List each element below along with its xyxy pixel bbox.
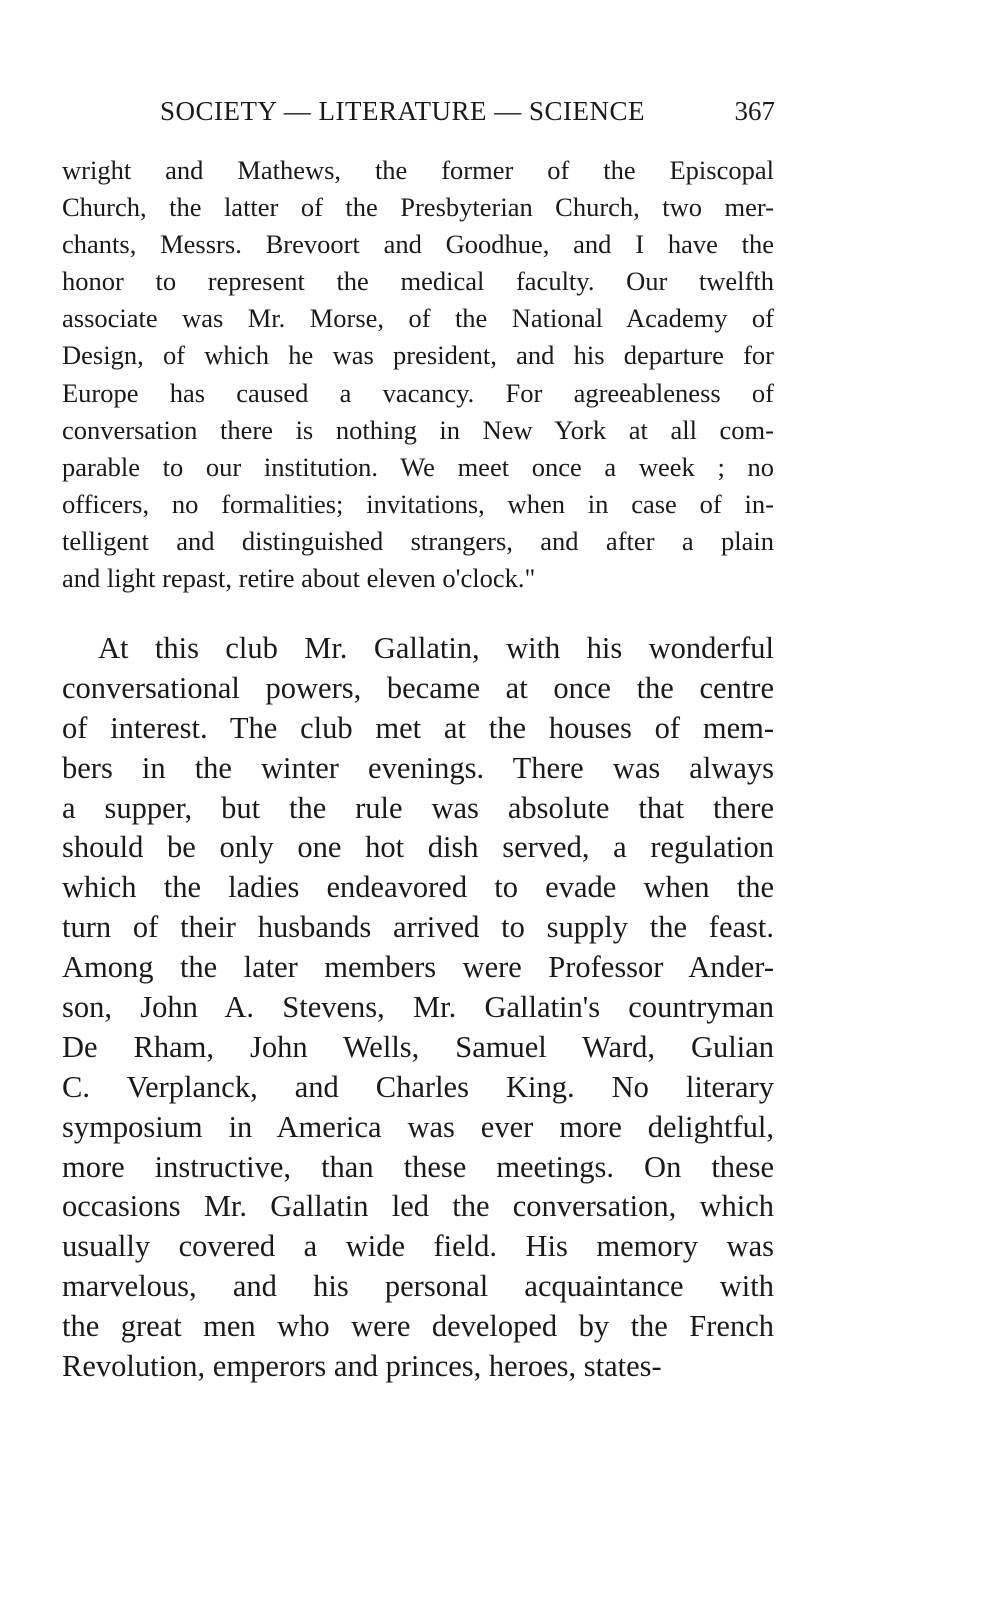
text-line: chants, Messrs. Brevoort and Goodhue, and I have the — [62, 229, 774, 260]
text-line: Design, of which he was president, and his departure for — [62, 340, 774, 371]
text-line: more instructive, than these meetings. On these — [62, 1149, 774, 1184]
text-line: At this club Mr. Gallatin, with his wonderful — [98, 631, 774, 665]
text-line: conversation there is nothing in New York at all com- — [62, 414, 774, 445]
text-line: officers, no formalities; invitations, when in case of in- — [62, 488, 774, 519]
running-title: SOCIETY — LITERATURE — SCIENCE — [160, 96, 645, 126]
body-paragraph — [62, 628, 774, 1386]
text-line: and light repast, retire about eleven o'clock." — [62, 563, 536, 594]
text-line: symposium in America was ever more delightful, — [62, 1109, 774, 1144]
text-line: C. Verplanck, and Charles King. No literary — [62, 1069, 774, 1104]
text-line: associate was Mr. Morse, of the National Academy of — [62, 303, 774, 334]
text-line: son, John A. Stevens, Mr. Gallatin's countryman — [62, 990, 774, 1025]
text-line: telligent and distinguished strangers, and after a plain — [62, 525, 774, 556]
quoted-passage — [62, 152, 774, 597]
text-line: of interest. The club met at the houses of mem- — [62, 710, 774, 745]
text-line: conversational powers, became at once the centre — [62, 670, 774, 705]
text-line: Europe has caused a vacancy. For agreeableness of — [62, 377, 774, 408]
text-line: the great men who were developed by the French — [62, 1309, 774, 1344]
text-line: Among the later members were Professor Ander- — [62, 950, 774, 985]
text-line: honor to represent the medical faculty. Our twelfth — [62, 266, 774, 297]
text-line: parable to our institution. We meet once a week ; no — [62, 451, 774, 482]
text-line: De Rham, John Wells, Samuel Ward, Gulian — [62, 1029, 774, 1064]
text-line: Church, the latter of the Presbyterian Church, two mer- — [62, 192, 774, 223]
text-line: bers in the winter evenings. There was always — [62, 750, 774, 785]
text-line: marvelous, and his personal acquaintance with — [62, 1269, 774, 1304]
text-line: Revolution, emperors and princes, heroes, states- — [62, 1349, 662, 1384]
text-line: should be only one hot dish served, a regulation — [62, 830, 774, 865]
text-line: usually covered a wide field. His memory was — [62, 1229, 774, 1264]
text-line: turn of their husbands arrived to supply the feast. — [62, 910, 774, 945]
text-line: which the ladies endeavored to evade when the — [62, 870, 774, 905]
page-number: 367 — [734, 96, 775, 126]
text-line: wright and Mathews, the former of the Episcopal — [62, 155, 774, 185]
text-line: occasions Mr. Gallatin led the conversation, which — [62, 1189, 774, 1224]
running-header — [160, 96, 775, 130]
text-line: a supper, but the rule was absolute that there — [62, 790, 774, 825]
